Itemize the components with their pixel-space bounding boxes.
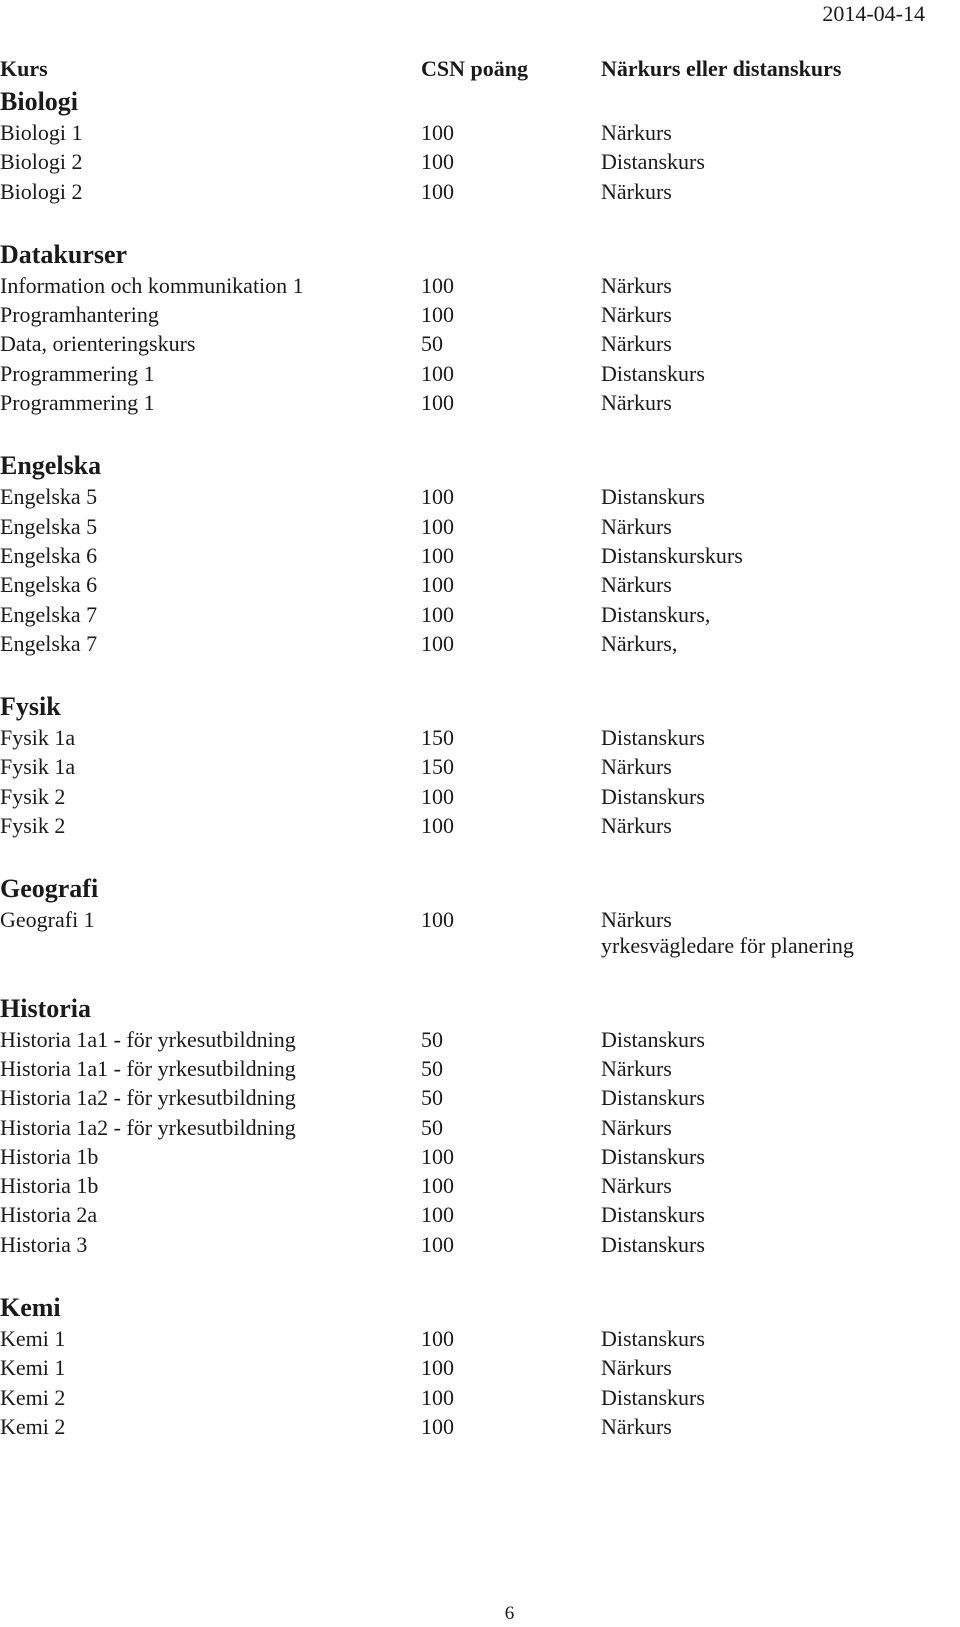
csn-points: 100 — [421, 783, 454, 809]
table-row — [0, 388, 960, 417]
course-mode: Distanskurs — [601, 1026, 705, 1052]
table-row — [0, 177, 960, 206]
table-row — [0, 600, 960, 629]
course-name: Historia 1b — [0, 1143, 99, 1169]
table-row — [0, 1054, 960, 1083]
course-name: Information och kommunikation 1 — [0, 272, 304, 298]
table-row — [0, 300, 960, 329]
course-mode: Närkurs — [601, 390, 672, 416]
csn-points: 50 — [421, 1114, 443, 1140]
table-row — [0, 1142, 960, 1171]
course-mode: Närkurs — [601, 513, 672, 539]
table-row — [0, 1025, 960, 1054]
course-mode: Distanskurs — [601, 149, 705, 175]
course-mode: Närkurs, — [601, 630, 678, 656]
course-name: Historia 1a2 - för yrkesutbildning — [0, 1085, 296, 1111]
course-name: Kemi 2 — [0, 1384, 66, 1410]
course-section — [0, 239, 960, 417]
course-mode: Distanskurs — [601, 783, 705, 809]
course-name: Engelska 5 — [0, 513, 98, 539]
course-mode: Distanskurs — [601, 484, 705, 510]
table-row — [0, 811, 960, 840]
table-row — [0, 147, 960, 176]
course-name: Engelska 5 — [0, 484, 98, 510]
table-row — [0, 359, 960, 388]
course-mode: Distanskurs — [601, 1326, 705, 1352]
csn-points: 50 — [421, 1026, 443, 1052]
course-name: Fysik 1a — [0, 754, 76, 780]
course-section — [0, 993, 960, 1259]
csn-points: 100 — [421, 1202, 454, 1228]
csn-points: 100 — [421, 149, 454, 175]
table-row — [0, 541, 960, 570]
csn-points: 100 — [421, 1143, 454, 1169]
table-row — [0, 1230, 960, 1259]
table-row — [0, 905, 960, 934]
course-name: Engelska 7 — [0, 601, 98, 627]
course-name: Biologi 2 — [0, 178, 83, 204]
csn-points: 100 — [421, 1355, 454, 1381]
section-title: Biologi — [0, 87, 79, 116]
table-row — [0, 723, 960, 752]
course-mode: Närkurs — [601, 1055, 672, 1081]
course-name: Biologi 2 — [0, 149, 83, 175]
table-row — [0, 1083, 960, 1112]
course-name: Engelska 6 — [0, 542, 98, 568]
course-section — [0, 691, 960, 840]
course-mode: Närkurs — [601, 813, 672, 839]
table-row — [0, 629, 960, 658]
course-mode: Närkurs — [601, 272, 672, 298]
table-row — [0, 118, 960, 147]
course-name: Historia 1a2 - för yrkesutbildning — [0, 1114, 296, 1140]
csn-points: 100 — [421, 630, 454, 656]
course-mode: Distanskurs — [601, 1384, 705, 1410]
course-mode: Närkurs — [601, 1173, 672, 1199]
csn-points: 100 — [421, 484, 454, 510]
section-title: Geografi — [0, 874, 99, 904]
csn-points: 50 — [421, 1055, 443, 1081]
course-name: Fysik 2 — [0, 783, 66, 809]
csn-points: 100 — [421, 302, 454, 328]
section-title: Kemi — [0, 1293, 61, 1323]
table-row — [0, 1353, 960, 1382]
document-date: 2014-04-14 — [822, 1, 925, 26]
course-name: Data, orienteringskurs — [0, 331, 196, 357]
course-name: Historia 1a1 - för yrkesutbildning — [0, 1055, 296, 1081]
csn-points: 100 — [421, 907, 454, 933]
course-name: Kemi 1 — [0, 1355, 66, 1381]
csn-points: 100 — [421, 1231, 454, 1257]
section-title: Datakurser — [0, 239, 128, 269]
course-name: Programhantering — [0, 302, 159, 328]
course-name: Kemi 2 — [0, 1413, 66, 1439]
course-mode: Distanskurs — [601, 725, 705, 751]
course-name: Programmering 1 — [0, 390, 155, 416]
note-text: yrkesvägledare för planering — [601, 932, 854, 958]
course-mode: Närkurs — [601, 907, 672, 933]
course-mode: Distanskurs — [601, 1085, 705, 1111]
course-name: Programmering 1 — [0, 360, 155, 386]
table-row — [0, 782, 960, 811]
table-row — [0, 1113, 960, 1142]
course-mode: Närkurs — [601, 1114, 672, 1140]
section-title: Engelska — [0, 451, 102, 481]
section-note — [0, 932, 960, 960]
course-name: Geografi 1 — [0, 907, 95, 933]
header-mode: Närkurs eller distanskurs — [601, 56, 842, 81]
course-section — [0, 1292, 960, 1441]
table-row — [0, 1200, 960, 1229]
table-row — [0, 512, 960, 541]
course-mode: Närkurs — [601, 178, 672, 204]
csn-points: 50 — [421, 331, 443, 357]
course-section — [0, 873, 960, 959]
csn-points: 50 — [421, 1085, 443, 1111]
course-name: Engelska 7 — [0, 630, 98, 656]
page-number: 6 — [504, 1603, 515, 1624]
csn-points: 100 — [421, 272, 454, 298]
csn-points: 100 — [421, 390, 454, 416]
course-mode: Distanskurs — [601, 360, 705, 386]
table-row — [0, 329, 960, 358]
course-sections — [0, 86, 960, 1474]
csn-points: 100 — [421, 601, 454, 627]
course-mode: Närkurs — [601, 331, 672, 357]
course-mode: Distanskurskurs — [601, 542, 743, 568]
header-points: CSN poäng — [421, 56, 528, 81]
table-row — [0, 1324, 960, 1353]
course-name: Fysik 2 — [0, 813, 66, 839]
section-title: Fysik — [0, 692, 61, 722]
course-name: Historia 2a — [0, 1202, 98, 1228]
csn-points: 100 — [421, 120, 454, 145]
table-header — [0, 56, 960, 86]
course-section — [0, 450, 960, 658]
table-row — [0, 752, 960, 781]
csn-points: 100 — [421, 572, 454, 598]
csn-points: 100 — [421, 542, 454, 568]
csn-points: 150 — [421, 725, 454, 751]
table-row — [0, 271, 960, 300]
section-title: Historia — [0, 993, 91, 1023]
course-mode: Distanskurs, — [601, 601, 711, 627]
course-name: Engelska 6 — [0, 572, 98, 598]
csn-points: 100 — [421, 1173, 454, 1199]
csn-points: 100 — [421, 178, 454, 204]
course-mode: Närkurs — [601, 572, 672, 598]
table-row — [0, 570, 960, 599]
csn-points: 100 — [421, 360, 454, 386]
course-mode: Distanskurs — [601, 1231, 705, 1257]
csn-points: 100 — [421, 1384, 454, 1410]
course-section — [0, 86, 960, 206]
course-mode: Närkurs — [601, 120, 672, 145]
header-course: Kurs — [0, 56, 48, 81]
csn-points: 100 — [421, 1413, 454, 1439]
csn-points: 100 — [421, 1326, 454, 1352]
course-mode: Närkurs — [601, 302, 672, 328]
course-mode: Närkurs — [601, 1413, 672, 1439]
course-mode: Närkurs — [601, 754, 672, 780]
course-mode: Distanskurs — [601, 1143, 705, 1169]
course-name: Biologi 1 — [0, 120, 83, 145]
table-row — [0, 1171, 960, 1200]
table-row — [0, 1383, 960, 1412]
table-row — [0, 1412, 960, 1441]
csn-points: 150 — [421, 754, 454, 780]
course-name: Kemi 1 — [0, 1326, 66, 1352]
course-name: Fysik 1a — [0, 725, 76, 751]
course-name: Historia 1a1 - för yrkesutbildning — [0, 1026, 296, 1052]
table-row — [0, 482, 960, 511]
csn-points: 100 — [421, 513, 454, 539]
course-mode: Distanskurs — [601, 1202, 705, 1228]
course-name: Historia 1b — [0, 1173, 99, 1199]
csn-points: 100 — [421, 813, 454, 839]
course-name: Historia 3 — [0, 1231, 88, 1257]
course-mode: Närkurs — [601, 1355, 672, 1381]
